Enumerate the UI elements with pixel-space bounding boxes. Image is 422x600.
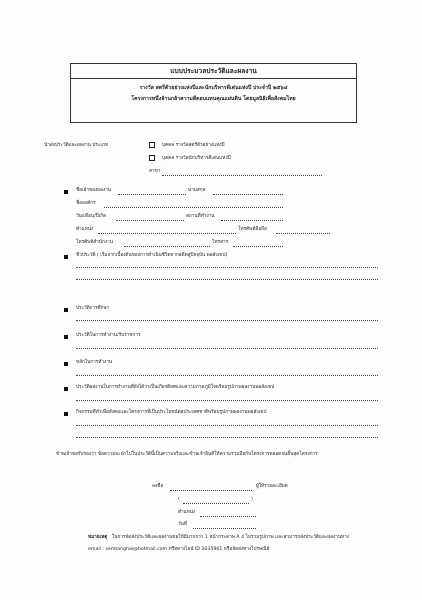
owner-label: ชื่อเจ้าของผลงาน (76, 188, 112, 193)
achievements-label: ประวัติผลงานในการทำงานที่ยังได้ว่าเป็นเกียรติยศและความภาคภูมิใจพร้อมรูปภาพผลงานพอสังเขป (76, 385, 275, 390)
bullet (64, 387, 68, 391)
workplace-field[interactable] (221, 220, 283, 221)
date-label: วันที่ (178, 522, 187, 527)
signer-label: ผู้ให้รายละเอียด (256, 484, 288, 489)
signature-field[interactable] (170, 490, 252, 491)
note-text-1: ในการจัดส่งประวัติและผลงานขอให้มีมากกว่า 1 หน้ากระดาษ A 4 ไม่รวมรูปภาพ และสามารถส่งประวัติและผลงานทาง (112, 535, 350, 540)
project-title: โครงการหนึ่งล้านกล้าความดีตอบแทนคุณแผ่นดิน โดยมูลนิธิเพื่อสังคมไทย (131, 96, 296, 102)
note-text-2: email : semtanghai@hotmail.com หรือทางไลน์ ID 3035961 หรือจัดส่งทางไปรษณีย์ (88, 547, 270, 552)
checkbox-executive[interactable] (149, 155, 155, 161)
social-line[interactable] (76, 425, 378, 426)
org-label: ชื่อองค์กร (76, 201, 96, 206)
bullet (64, 362, 68, 366)
mobile-field[interactable] (276, 233, 330, 234)
work-label: ประวัติในการทำงาน/รับราชการ (76, 333, 141, 338)
bullet (64, 190, 68, 194)
form-title: แบบประมวลประวัติและผลงาน (71, 64, 356, 79)
name-paren-open: ( (178, 497, 180, 502)
bullet (64, 412, 68, 416)
work-line[interactable] (76, 348, 378, 349)
office-phone-label: โทรศัพท์สำนักงาน (76, 240, 113, 245)
principles-label: หลักในการทำงาน (76, 360, 113, 365)
form-title-box (70, 63, 357, 123)
owner-field[interactable] (118, 194, 186, 195)
birth-label: วัน/เดือน/ปีเกิด (76, 214, 107, 219)
fax-field[interactable] (233, 246, 283, 247)
sign-position-label: ตำแหน่ง (178, 510, 196, 515)
position-label: ตำแหน่ง (76, 227, 94, 232)
name-paren-close: ) (251, 497, 253, 502)
education-line[interactable] (76, 320, 378, 321)
printed-name-field[interactable] (183, 503, 249, 504)
bio-label: ชีวประวัติ ( เริ่มจากเบื้องต้นของการดำเนินชีวิตจากอดีตสู่ปัจจุบัน พอสังเขป) (76, 253, 228, 258)
social-label: กิจกรรมที่ทำเพื่อสังคมและโครงการที่เป็นประโยชน์ต่อประเทศชาติพร้อมรูปภาพผลงานพอสังเขป (76, 410, 267, 415)
category-label: นำส่งประวัติและผลงาน ประเภท (44, 143, 109, 148)
position-field[interactable] (98, 233, 236, 234)
option-model-woman: บุคคล รางวัลสตรีตัวอย่างแห่งปี (162, 143, 225, 148)
social-line[interactable] (76, 437, 378, 438)
bullet (64, 255, 68, 259)
date-field[interactable] (193, 528, 256, 529)
branch-field[interactable] (162, 175, 322, 176)
mobile-label: โทรศัพท์มือถือ (238, 227, 267, 232)
declaration-text: ข้าพเจ้าขอรับรองว่า ข้อความจะนำไปในประวัตินี้เป็นความจริงและข้าพเจ้ายินดีให้ความร่วมมือกับโครงการตลอดจนสิ้นสุดโครงการ (56, 452, 318, 457)
note-label: หมายเหตุ (88, 535, 108, 540)
bio-line[interactable] (76, 279, 378, 280)
bullet (64, 308, 68, 312)
branch-label: สาขา (149, 169, 161, 174)
office-phone-field[interactable] (124, 246, 210, 247)
surname-field[interactable] (213, 194, 283, 195)
award-title: รางวัล สตรีตัวอย่างแห่งปีและนักบริหารดีเด่นแห่งปี ประจำปี ๒๕๖๔ (139, 85, 288, 91)
principles-line[interactable] (76, 375, 378, 376)
checkbox-model-woman[interactable] (149, 142, 155, 148)
bio-line[interactable] (76, 267, 378, 268)
education-label: ประวัติการศึกษา (76, 306, 110, 311)
option-executive: บุคคล รางวัลนักบริหารดีเด่นแห่งปี (162, 156, 231, 161)
achievements-line[interactable] (76, 400, 378, 401)
sign-position-field[interactable] (200, 516, 256, 517)
fax-label: โทรสาร (212, 240, 229, 245)
org-field[interactable] (104, 207, 283, 208)
workplace-label: สถานที่ทำงาน (186, 214, 215, 219)
surname-label: นามสกุล (188, 188, 206, 193)
bullet (64, 335, 68, 339)
birth-field[interactable] (116, 220, 184, 221)
sign-label: ลงชื่อ (152, 484, 164, 489)
